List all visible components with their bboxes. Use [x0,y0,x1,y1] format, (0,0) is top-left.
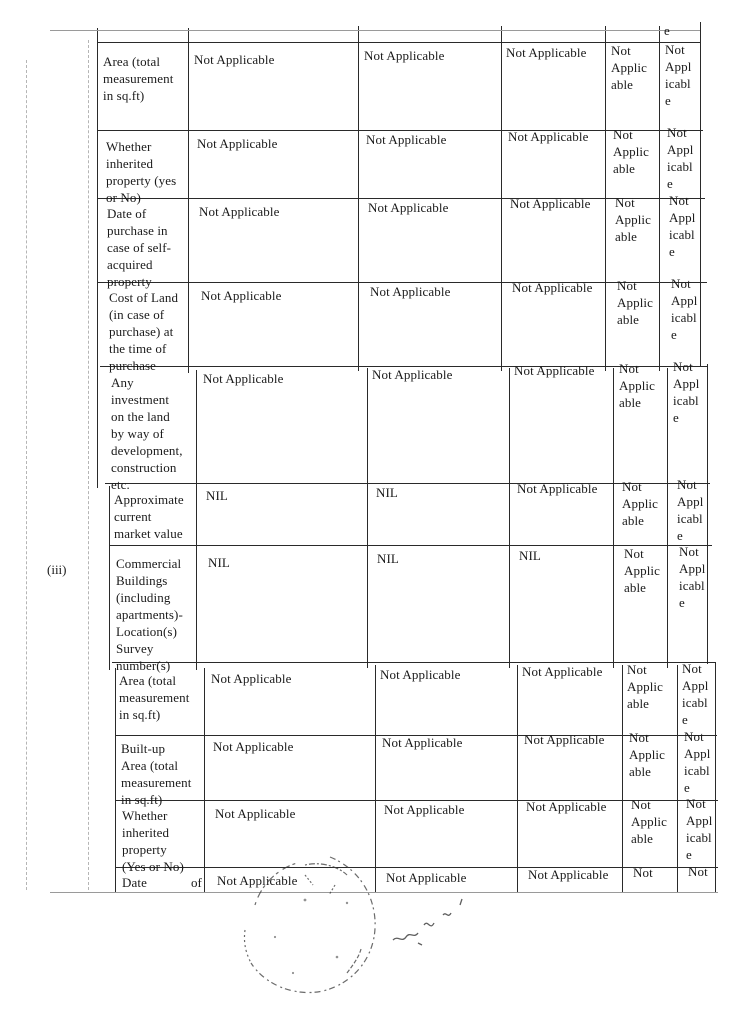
col-line-3 [517,665,518,893]
cell-value: Not Applic able [615,195,651,244]
cell-value: Not Applicable [380,667,461,682]
cell-value: Not Applic able [613,127,649,176]
section-number: (iii) [47,562,67,577]
col-line-2 [367,368,368,668]
col-line-5 [677,665,678,893]
cell-value: Not [633,865,653,880]
official-seal-stamp [235,845,385,1005]
cell-value: Not Applic able [617,278,653,327]
col-line-right [715,662,716,892]
cell-value: Not Applicable [386,870,467,885]
cell-value: Not Appl icabl e [665,42,692,108]
cell-value: Not Appl icabl e [682,661,709,727]
cell-value: Not Applicable [382,735,463,750]
col-line-right [700,22,701,367]
cell-value: Not Appl icabl e [684,729,711,795]
handwritten-signature [388,895,478,955]
row-line [115,867,718,868]
cell-value: Not Applic able [629,730,665,779]
cell-value: Not Applicable [368,200,449,215]
cell-value: Not Applicable [213,739,294,754]
col-line-3 [509,368,510,668]
cell-value: Not Applicable [197,136,278,151]
cell-value: NIL [376,485,398,500]
cell-value: Not Applicable [528,867,609,882]
cell-value: Not Applicable [364,48,445,63]
cell-value: NIL [206,488,228,503]
cell-value: Not Applicable [199,204,280,219]
row-label: Commercial Buildings (including apartments)- Location(s) Survey number(s) [116,556,183,673]
cell-value: Not Applicable [508,129,589,144]
cell-value: NIL [519,548,541,563]
cell-value: Not Applic able [611,43,647,92]
cell-value: Not Appl icabl e [671,276,698,342]
margin-guide-right [88,40,89,890]
row-label: Date of [122,875,202,890]
cell-value: Not Applicable [194,52,275,67]
cell-value: Not Appl icabl e [686,796,713,862]
cell-value: Not Applicable [384,802,465,817]
cell-value: Not Applicable [215,806,296,821]
col-line-4 [613,368,614,668]
col-line-label-left [109,486,110,670]
cell-value: Not Applic able [619,361,655,410]
cell-value: Not Applicable [372,367,453,382]
row-label: Whether inherited property (Yes or No) [122,808,184,874]
margin-guide-left [26,60,27,890]
col-line-label-left [115,668,116,893]
col-line-1 [204,668,205,893]
cell-value: Not Applicable [522,664,603,679]
col-line-label-left [97,28,98,488]
row-line [112,662,716,663]
cell-value: NIL [208,555,230,570]
cell-value: Not Applic able [624,546,660,595]
cell-value: Not Applicable [514,363,595,378]
row-label: Area (total measurement in sq.ft) [103,54,174,103]
cell-value: Not Applic able [622,479,658,528]
cell-value: Not [688,864,708,879]
cell-value: Not Appl icabl e [667,125,694,191]
row-line [105,483,710,484]
cell-value: Not Applic able [631,797,667,846]
cell-value: Not Applicable [524,732,605,747]
row-label: Built-up Area (total measurement in sq.ft) [121,741,192,807]
cell-value: Not Appl icabl e [669,193,696,259]
top-fragment-text: e [664,23,670,38]
cell-value: NIL [377,551,399,566]
cell-value: Not Appl icabl e [677,477,704,543]
row-label: Cost of Land (in case of purchase) at the time of purchase [109,290,179,373]
cell-value: Not Applicable [510,196,591,211]
cell-value: Not Applicable [203,371,284,386]
cell-value: Not Applicable [517,481,598,496]
cell-value: Not Applicable [506,45,587,60]
cell-value: Not Appl icabl e [679,544,706,610]
row-line [50,30,700,31]
cell-value: Not Applicable [526,799,607,814]
cell-value: Not Applicable [217,873,298,888]
col-line-5 [667,368,668,668]
col-line-4 [622,665,623,893]
row-label: Any investment on the land by way of development, construction etc. [111,375,183,492]
cell-value: Not Applicable [211,671,292,686]
row-label: Date of purchase in case of self- acquired property [107,206,172,289]
cell-value: Not Appl icabl e [673,359,700,425]
col-line-right [707,364,708,664]
row-label: Whether inherited property (yes or No) [106,139,177,205]
cell-value: Not Applicable [370,284,451,299]
cell-value: Not Applicable [366,132,447,147]
row-line [109,545,712,546]
cell-value: Not Applicable [512,280,593,295]
cell-value: Not Applic able [627,662,663,711]
cell-value: Not Applicable [201,288,282,303]
row-label: Area (total measurement in sq.ft) [119,673,190,722]
row-label: Approximate current market value [114,492,184,541]
